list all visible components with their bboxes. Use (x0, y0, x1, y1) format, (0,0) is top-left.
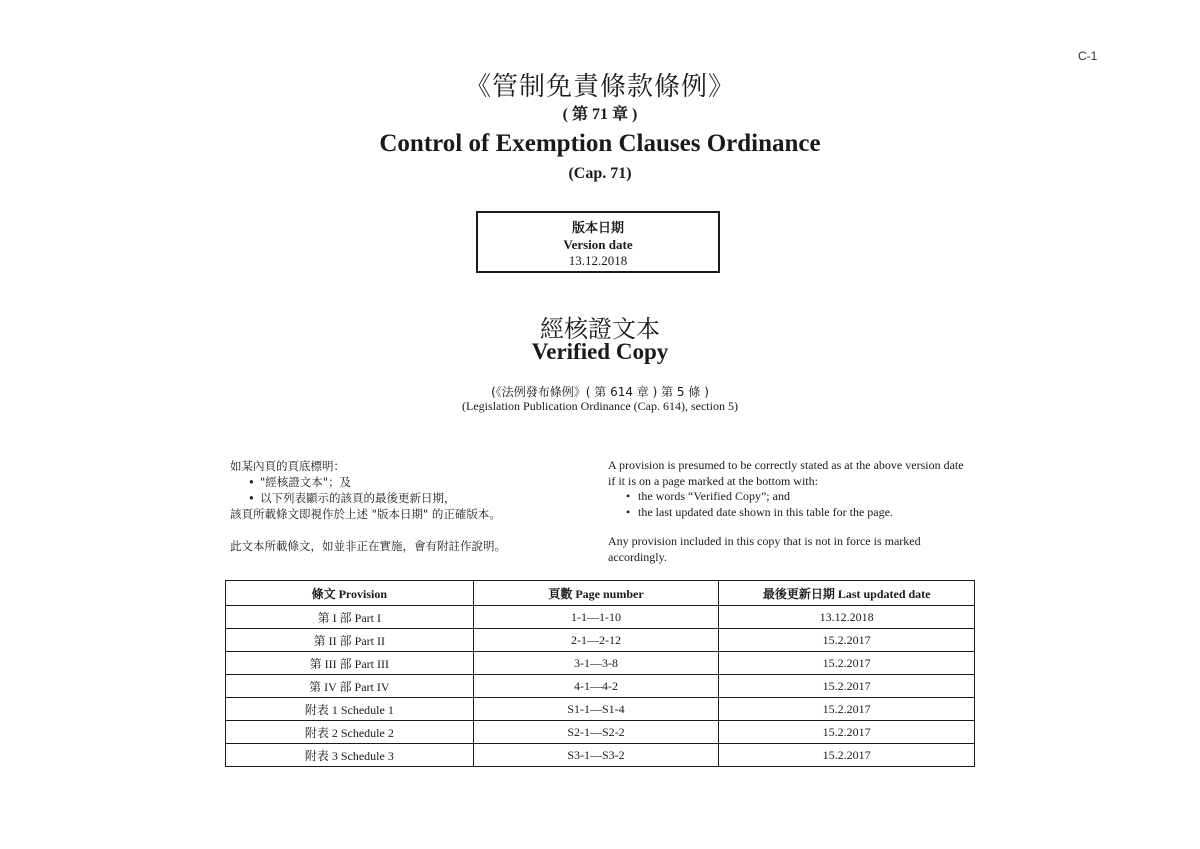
page-number: C-1 (1078, 49, 1098, 63)
provision-table (225, 580, 975, 767)
notes-chinese-not-in-force: 此文本所載條文，如並非正在實施，會有附註作說明。 (230, 539, 506, 553)
table-header-row (226, 581, 975, 606)
chapter-chinese: ( 第 71 章 ) (562, 106, 638, 123)
version-date-label-chinese: 版本日期 (571, 221, 624, 236)
header-page-number: 頁數 Page number (473, 581, 719, 606)
notes-english-intro: A provision is presumed to be correctly stated as at the above version date if it is on a page marked at the bottom with: (608, 458, 964, 488)
table-row (226, 744, 975, 767)
cell-last-updated: 15.2.2017 (719, 652, 975, 675)
version-date-box (476, 211, 720, 273)
cell-page-number: S3-1—S3-2 (473, 744, 719, 767)
chapter-english: (Cap. 71) (568, 165, 632, 182)
title-chinese: 《管制免責條款條例》 (464, 72, 735, 102)
cell-last-updated: 15.2.2017 (719, 675, 975, 698)
notes-chinese-bullets (230, 474, 570, 506)
cell-provision: 第 II 部 Part II (226, 629, 474, 652)
cell-page-number: S1-1—S1-4 (473, 698, 719, 721)
verified-copy-english: Verified Copy (531, 339, 669, 364)
cell-provision: 第 I 部 Part I (226, 606, 474, 629)
table-row (226, 606, 975, 629)
legislation-reference-chinese: (《法例發布條例》( 第 614 章 ) 第 5 條 ) (491, 385, 709, 399)
notes-english-bullet: • the words “Verified Copy”; and (638, 489, 968, 505)
title-english: Control of Exemption Clauses Ordinance (379, 130, 821, 157)
version-date-value: 13.12.2018 (568, 253, 628, 268)
table-row (226, 652, 975, 675)
cell-page-number: 2-1—2-12 (473, 629, 719, 652)
cell-provision: 附表 1 Schedule 1 (226, 698, 474, 721)
table-row (226, 721, 975, 744)
header-provision: 條文 Provision (226, 581, 474, 606)
cell-provision: 第 IV 部 Part IV (226, 675, 474, 698)
cell-last-updated: 15.2.2017 (719, 629, 975, 652)
notes-chinese-intro: 如某內頁的頁底標明： (230, 459, 345, 473)
notes-english (608, 458, 968, 565)
table-row (226, 675, 975, 698)
notes-chinese (230, 458, 570, 554)
legislation-reference-english: (Legislation Publication Ordinance (Cap. 614), section 5) (462, 399, 738, 413)
notes-chinese-conclusion: 該頁所載條文即視作於上述 "版本日期" 的正確版本。 (230, 507, 501, 521)
cell-page-number: 1-1—1-10 (473, 606, 719, 629)
verified-copy-chinese: 經核證文本 (540, 315, 660, 343)
header-last-updated: 最後更新日期 Last updated date (719, 581, 975, 606)
cell-last-updated: 15.2.2017 (719, 744, 975, 767)
notes-english-bullet: • the last updated date shown in this table for the page. (638, 505, 968, 521)
cell-provision: 附表 3 Schedule 3 (226, 744, 474, 767)
cell-page-number: S2-1—S2-2 (473, 721, 719, 744)
notes-chinese-bullet: • "經核證文本"；及 (260, 474, 570, 490)
cell-provision: 第 III 部 Part III (226, 652, 474, 675)
notes-chinese-bullet: • 以下列表顯示的該頁的最後更新日期， (260, 490, 570, 506)
cell-page-number: 4-1—4-2 (473, 675, 719, 698)
notes-english-not-in-force: Any provision included in this copy that is not in force is marked accordingly. (608, 534, 921, 564)
notes-english-bullets (608, 489, 968, 520)
cell-page-number: 3-1—3-8 (473, 652, 719, 675)
version-date-label-english: Version date (563, 237, 633, 252)
table-row (226, 698, 975, 721)
table-row (226, 629, 975, 652)
cell-last-updated: 13.12.2018 (719, 606, 975, 629)
cell-provision: 附表 2 Schedule 2 (226, 721, 474, 744)
cell-last-updated: 15.2.2017 (719, 721, 975, 744)
cell-last-updated: 15.2.2017 (719, 698, 975, 721)
